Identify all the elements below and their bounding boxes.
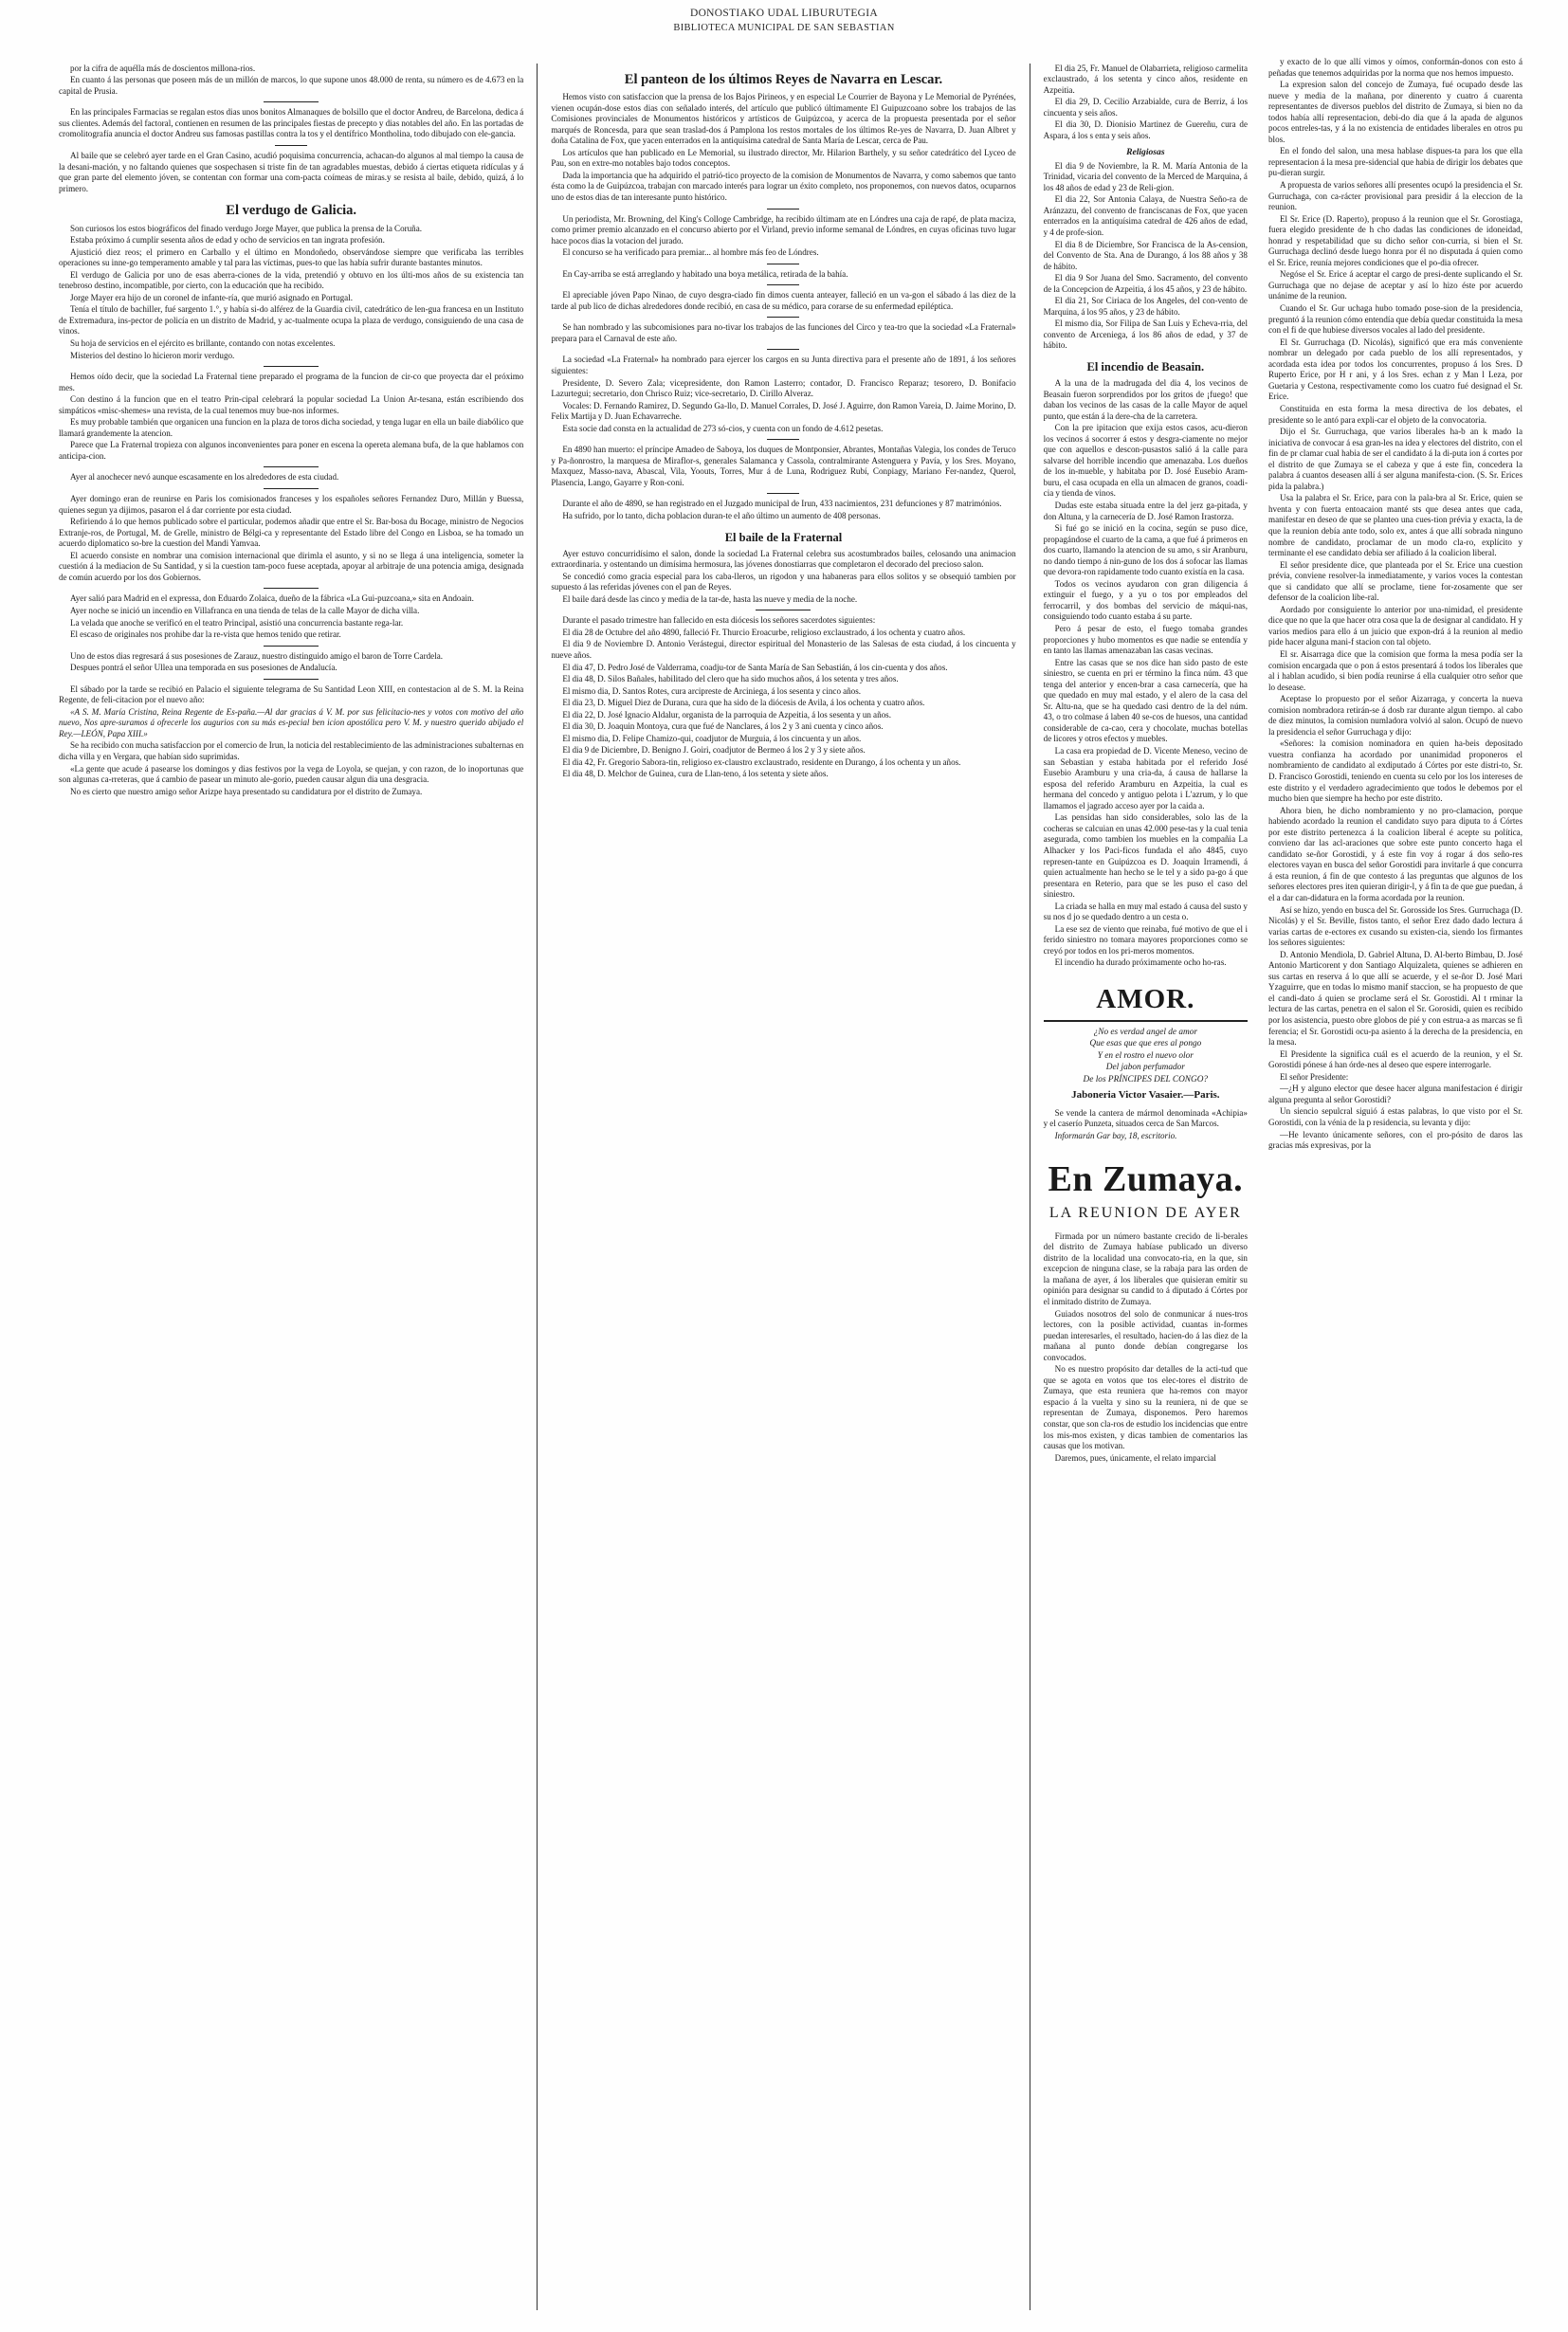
divider-rule [264,101,319,102]
paragraph: El dia 30, D. Dionisio Martinez de Guereñu, cura de Aspara, á los s enta y seis años. [1043,119,1248,140]
paragraph: Jorge Mayer era hijo de un coronel de infante-ría, que murió asignado en Portugal. [70,292,353,302]
divider-rule [264,466,319,467]
divider-rule [767,317,799,318]
paragraph: Hemos visto con satisfaccion que la prensa de los Bajos Pirineos, y en especial Le Courrier de Bayona y Le Memorial de Pyrénées, vienen ocupán-dose estos dias con señalado interés, del artículo que publicó últimamente El Guipuzcoano sobre los trabajos de las Comisiones provinciales de Monumentos históricos y artísticos de Guipúzcoa, y acerca de la propuesta presentada por el señor marqués de Roncesda, para que sean traslad-dos á Pamplona los restos mortales de los últimos Re-yes de Navarra, D. Juan Albret y doña Catalina de Fox, que yacen enterrados en la antiquísima catedral de Santa María de Lescar, cerca de Pau. [551,92,1016,146]
paragraph: Dijo el Sr. Gurruchaga, que varios liberales ha-b an k mado la iniciativa de convocar á esa gran-les na idea y electores del distrito, con el fin de pr clamar cual habia de ser el candidato á la di-puta ion á cortes por el distrito de que Zumaya se el cabeza y que á este fin, concedera la palabra á cuantos deseasen allí á ser alguna manifesta-cion. (S. Sr. Erices pida la palabra.) [1268,427,1522,491]
paragraph: Daremos, pues, únicamente, el relato imparcial [1054,1452,1216,1463]
paragraph: Esta socie dad consta en la actualidad de 273 só-cios, y cuenta con un fondo de 4.612 pesetas. [562,423,884,433]
paragraph: El dia 42, Fr. Gregorio Sabora-tin, religioso ex-claustro exclaustrado, residente en Durango, á los ochenta y un años. [562,756,961,767]
paragraph: El dia 21, Sor Ciriaca de los Angeles, del con-vento de Marquina, á los 95 años, y 23 de hábito. [1043,296,1248,317]
paragraph: La casa era propiedad de D. Vicente Meneso, vecino de san Sebastian y estaba habitada por el referido José Eusebio Aramburu y una cria-da, á causa de hallarse la esposa del referido Aramburu en Azpeitia, la cual es hermana del concedo y antiguo pelota i L'azrum, y lo que llamamos el jagrado acceso ayer por la caida a. [1043,746,1248,811]
paragraph: El concurso se ha verificado para premiar... al hombre más feo de Lóndres. [562,247,819,258]
divider-rule [264,646,319,647]
paragraph: El mismo dia, Sor Filipa de San Luis y Echeva-rria, del convento de Arceniega, á los 86 años de edad, y 37 de hábito. [1043,319,1248,351]
amor-ad-verse-2: Que esas que que eres al pongo [1089,1039,1202,1049]
paragraph: Guiados nosotros del solo de conmunicar á nues-tros lectores, con la posible actividad, cuantas in-formes puedan interesarles, el resultado, hacien-do á las diez de la mañana al punto donde debían congregarse los convocados. [1043,1308,1248,1362]
paragraph: Negóse el Sr. Erice á aceptar el cargo de presi-dente suplicando el Sr. Gurruchaga que no dejase de aceptar y así lo hizo éste por acuerdo unánime de la reunion. [1268,269,1522,301]
paragraph: Misterios del destino lo hicieron morir verdugo. [70,350,235,360]
divider-rule [767,493,799,494]
paragraph: Entre las casas que se nos dice han sido pasto de este siniestro, se cuenta en pri er término la finca núm. 43 que tenga del anterior y encen-brar a casa carnecería, que ha que quedado en muy mal estado, y el alero de la casa del Sr. Altu-na, que se ha quedado casi dentro de la del núm. 43, o tro colmase á laben 40 se-cos de huesos, una cantidad considerable de ca-cao, cera y chocolate, muchas botellas de licores y otros efectos y muebles. [1043,657,1248,744]
paragraph: El dia 9 de Noviembre D. Antonio Verástegui, director espiritual del Monasterio de las Salesas de esta ciudad, á los cincuenta y nueve años. [551,639,1016,660]
paragraph: Firmada por un número bastante crecido de li-berales del distrito de Zumaya habíase publicado un diverso distrito de la localidad una convocato-ria, en la que, sin excepcion de ninguna clase, se la rabaja para las orden de la mañana de ayer, á los liberales que quisieran emitir su opinión para designar su candid to á diputado á Córtes por el inmitado distrito de Zumaya. [1043,1230,1248,1306]
paragraph: El dia 48, D. Melchor de Guinea, cura de Llan-teno, á los setenta y siete años. [562,769,829,779]
paragraph: Ayer noche se inició un incendio en Villafranca en una tienda de telas de la calle Mayor de dicha villa. [70,605,420,615]
section-heading: El baile de la Fraternal [724,530,843,544]
paragraph: «La gente que acude á pasearse los domingos y dias festivos por la vega de Loyola, se quejan, y con razon, de lo inoportunas que son algunas ca-rreteras, que á cambio de pasear un minuto ale-gorio, pueden causar algun dia una desgracia. [59,763,524,785]
amor-ad-verse-5: De los PRÍNCIPES DEL CONGO? [1083,1074,1209,1084]
paragraph: En las principales Farmacias se regalan estos dias unos bonitos Almanaques de bolsillo que el doctor Andreu, de Barcelona, dedica á sus clientes. Además del factoral, contienen en resumen de las principales fiestas de precepto y dias notables del año. En las portadas de cromolitografía anuncia el doctor Andreu sus famosas pastillas contra la tos y el dentífrico Montholina, todo dibujado con ele-gancia. [59,107,524,139]
paragraph: Así se hizo, yendo en busca del Sr. Gorosside los Sres. Gurruchaga (D. Nicolás) y el Sr. Beville, fistos tanto, el señor Erez dado dado lectura á varias cartas de e-ectores ex cusando su existen-cia, siendo los firmantes los señores siguientes: [1268,904,1522,948]
amor-ad-brand: Jaboneria Victor Vasaier.—Paris. [1071,1088,1220,1101]
paragraph: «A S. M. María Cristina, Reina Regente de Es-paña.—Al dar gracias á V. M. por sus felicitacio-nes y votos con motivo del año nuevo, Nos apre-suramos á ofrecerle los augurios con su más es-pecial ben icion apostólica pero V. M. y nuestro querido abijado el Rey.—LEÓN, Papa XIII.» [59,706,524,738]
paragraph: Aceptase lo propuesto por el señor Aizarraga, y concerta la nueva comision nombradora retirán-se á dosb rar durante algun tiempo. al cabo de diez minutos, la comision numladora volvió al salon. Ocupó de nuevo la presidencia el señor Gurruchaga y dijo: [1268,694,1522,737]
paragraph: Un siencio sepulcral siguió á estas palabras, lo que visto por el Sr. Gorostidi, con la vénia de la p residencia, su levanta y dijo: [1268,1106,1522,1127]
paragraph: Ayer al anochecer nevó aunque escasamente en los alrededores de esta ciudad. [70,472,339,483]
paragraph: Hemos oído decir, que la sociedad La Fraternal tiene preparado el programa de la funcion de cir-co que proyecta dar el próximo mes. [59,372,524,392]
paragraph: El dia 22, Sor Antonia Calaya, de Nuestra Seño-ra de Aránzazu, del convento de franciscanas de Fox, que yacen enterrados en la antiquísima catedral de 426 años de edad, y 4 de profe-sion. [1043,194,1248,237]
section-heading: El panteon de los últimos Reyes de Navarra en Lescar. [624,71,943,87]
paragraph: Vocales: D. Fernando Ramirez, D. Segundo Ga-llo, D. Manuel Corrales, D. José J. Aguirre, don Ramon Vareia, D. Jaime Morino, D. Felix Martija y D. Juan Echavarreche. [551,400,1016,422]
column-1 [46,64,538,2310]
paragraph: La criada se halla en muy mal estado á causa del susto y su nos d jo se quedado dentro a un cesta o. [1043,901,1248,922]
paragraph: Dada la importancia que ha adquirido el patrió-tico proyecto de la comision de Monumentos de Navarra, y como sabemos que tanto ésta como la de Guipúzcoa, trabajan con marcado interés para lograr un éxito completo, nos proponemos, con nuevos datos, ocuparnos uno de estos dias de tan interesante punto histórico. [551,170,1016,202]
paragraph: Con destino á la funcion que en el teatro Prin-cipal celebrará la popular sociedad La Union Ar-tesana, están escribiendo dos simpáticos «misc-shemes» una revista, de la cual tenemos muy bue-nos informes. [59,394,524,415]
divider-rule [264,366,319,367]
divider-rule [264,588,319,589]
paragraph: El dia 47, D. Pedro José de Valderrama, coadju-tor de Santa María de San Sebastián, á los cin-cuenta y dos años. [562,662,948,672]
paragraph: «Señores: la comision nominadora en quien ha-beis depositado vuestra confianza ha acordado por unanimidad proponeros el nombramiento de candidato al exdiputado á Córtes por este distri-to, Sr. D. Francisco Gorostidi, teniendo en cuenta su celo por los los intereses de este distrito y el verdadero agradecimiento que todos le debemos por el mucho bien que siempre ha hecho por este distrito. [1268,738,1522,804]
divider-rule [275,145,307,146]
paragraph: El dia 22, D. José Ignacio Aldalur, organista de la parroquia de Azpeitia, á los sesenta y un años. [562,709,891,720]
paragraph: El dia 9 de Diciembre, D. Benigno J. Goiri, coadjutor de Bermeo á los 2 y 3 y siete años. [562,745,866,756]
paragraph: El dia 25, Fr. Manuel de Olabarrieta, religioso carmelita exclaustrado, á los setenta y cinco años, residente en Azpeitia. [1043,63,1248,95]
paragraph: El apreciable jóven Papo Ninao, de cuyo desgra-ciado fin dimos cuenta anteayer, falleció en un va-gon el sábado á las diez de la tarde al pub lico de dichas alrededores donde recibió, en casa de su médico, para corarse de su enfermedad epiléptica. [551,290,1016,311]
paragraph: por la cifra de aquélla más de doscientos millona-rios. [70,63,256,73]
divider-rule [264,488,319,489]
paragraph: El dia 8 de Diciembre, Sor Francisca de la As-cension, del Convento de Sta. Ana de Durango, á los 88 años y 38 de hábito. [1043,239,1248,271]
scan-header-line1: DONOSTIAKO UDAL LIBURUTEGIA [689,8,879,19]
paragraph: Son curiosos los estos biográficos del finado verdugo Jorge Mayer, que publica la prensa de la Coruña. [70,223,423,233]
amor-ad-body: Se vende la cantera de mármol denominada «Achipia» y el caserío Punzeta, situados cerca de San Marcos. [1043,1107,1248,1129]
paragraph: Refiriendo á lo que hemos publicado sobre el particular, podemos añadir que entre el Sr. Bar-bosa du Bocage, ministro de Negocios Extranje-ros, de Portugal, M. de Grelle, ministro de Bélgi-ca y representante del Estado libre del Congo en Lisboa, se ha tomado un acuerdo diplomatico so-bre la cuestion del Mandi Yamvaa. [59,517,524,549]
paragraph: Las pensidas han sido considerables, solo las de la cocheras se calcuian en unas 42.000 pese-tas y la cual tenia asegurada, como tambien los muebles en la compañia La Alhacker y los Paci-ficos fundada el año 4845, cuyo represen-tante en Guipúzcoa es D. Joaquin Irramendi, á quien actualmente han hecho se le tel y a sido pa-go á que presentara en Reterio, para que se les puso el caso del siniestro. [1043,812,1248,900]
divider-rule [767,284,799,285]
paragraph: Constituida en esta forma la mesa directiva de los debates, el presidente so le antó para expli-car el objeto de la convocatoria. [1268,403,1522,425]
paragraph: El mismo dia, D. Santos Rotes, cura arcipreste de Arciniega, á los sesenta y cinco años. [562,685,862,696]
paragraph: En Cay-arriba se está arreglando y habitado una boya metálica, retirada de la bahía. [562,268,848,279]
paragraph: El Presidente la significa cuál es el acuerdo de la reunion, y el Sr. Gorostidi pónese á han órde-nes al deseo que espere interrogarle. [1268,1048,1522,1070]
paragraph: Uno de estos dias regresará á sus posesiones de Zarauz, nuestro distinguido amigo el baron de Torre Cardela. [70,650,444,661]
paragraph: En cuanto á las personas que poseen más de un millón de marcos, lo que supone unos 48.000 de renta, su número es de 4.673 en la capital de Prusia. [59,75,524,96]
paragraph: Con la pre ipitacion que exija estos casos, acu-dieron los vecinos á socorrer á estos y desgra-ciamente no mejor que con aquellos e descon-pusastos salió á la calle para salvarse del horrible incendio que amenazaba. Los dueños de los in-mueble, y habitaba por D. José Eusebio Aram-buru, el casa ocupada en ella un almacen de granos, coadi-cia y tienda de vinos. [1043,423,1248,499]
ad-rule [1044,1020,1248,1022]
paragraph: El dia 48, D. Silos Bañales, habilitado del clero que ha sido muchos años, á los setenta y tres años. [562,674,899,684]
paragraph: Se concedió como gracia especial para los caba-lleros, un rigodon y una habaneras para ellos solitos y se obsequió tambien por supuesto á las referidas jóvenes con el pan de Reyes. [551,571,1016,592]
paragraph: El señor presidente dice, que planteada por el Sr. Erice una cuestion prévia, conviene resolver-la inmediatamente, y varios voces la contestan que si candidato que allí se proclame, tiene for-zosamente que ser defensor de la coalicion libe-ral. [1268,559,1522,603]
paragraph: Tenía el título de bachiller, fué sargento 1.°, y había si-do alférez de la Guardia civil, catedrático de len-gua francesa en un Instituto de Extremadura, ins-pector de policía en un distrito de Madrid, y ac-tualmente ocupa la plaza de verdugo, consiguiendo de una casa de vinos. [59,304,524,337]
paragraph: La sociedad «La Fraternal» ha nombrado para ejercer los cargos en su Junta directiva para el presente año de 1891, á los señores siguientes: [551,355,1016,376]
paragraph: El mismo dia, D. Felipe Chamizo-qui, coadjutor de Murguia, á los cincuenta y un años. [562,733,862,743]
section-heading: El verdugo de Galicia. [226,203,357,219]
scan-header-line2: BIBLIOTECA MUNICIPAL DE SAN SEBASTIAN [673,22,895,33]
paragraph: Despues pontrá el señor Ullea una temporada en sus posesiones de Andalucía. [70,663,337,673]
paragraph: En el fondo del salon, una mesa hablase dispues-ta para los que ella representacion á la mesa pre-sidencial que habia de dirigir los debates que pu-dieran surgir. [1268,146,1522,178]
paragraph: Ayer salió para Madrid en el expressa, don Eduardo Zolaica, dueño de la fábrica «La Gui-puzcoana,» sita en Andoain. [70,593,474,604]
paragraph: El Sr. Erice (D. Raperto), propuso á la reunion que el Sr. Gorostiaga, fuera elegido presidente de h cho dadas las condiciones de idoneidad, honrad y respetabilidad que su dicho señor con-curria, si bien el Sr. Gurruchaga declinó desde luego honra por él no disputada á quien como el Sr. Erice, reunía mejores condiciones que el po-dia ofrecer. [1268,213,1522,267]
paragraph: El dia 9 Sor Juana del Smo. Sacramento, del convento de la Concepcion de Azpeitia, á los 45 años, y 23 de hábito. [1043,273,1248,294]
amor-ad-verse-4: Del jabon perfumador [1105,1063,1185,1073]
paragraph: El sábado por la tarde se recibió en Palacio el siguiente telegrama de Su Santidad Leon XIII, en contestacion al de S. M. la Reina Regente, de feli-citacion por el nuevo año: [59,683,524,705]
paragraph: El dia 9 de Noviembre, la R. M. María Antonia de la Trinidad, vicaria del convento de la Merced de Marquina, á los 48 años de edad y 23 de Reli-gion. [1043,160,1248,192]
paragraph: El dia 29, D. Cecilio Arzabialde, cura de Berriz, á los cincuenta y seis años. [1043,97,1248,118]
paragraph: A propuesta de varios señores allí presentes ocupó la presidencia el Sr. Gurruchaga, con ca-rácter provisional para presidir á la eleccion de la reunion. [1268,180,1522,212]
paragraph: D. Antonio Mendiola, D. Gabriel Altuna, D. Al-berto Bimbau, D. José Antonio Marticorent y don Santiago Alquizaleta, quienes se adhieren en sus cartas en reserva á lo que allí se acuerde, y el se-ñor D. José Mari Yzaguirre, que en todas lo mismo manif staccion, se ha propuesto de que el candi-dato á quien se proclame será el Sr. Gorostidi. Al t rminar la lectura de las cartas, penetra en el salon el Sr. Gorosidi, quien es recibido por los asistencia, puesto obre globos de pié y con estrua-a as marcas se fi ferencia; el Sr. Gorostidi ocu-pa asiento á la derecha de la presidencia, en la mesa. [1268,949,1522,1048]
paragraph: A la una de la madrugada del dia 4, los vecinos de Beasain fueron sorprendidos por los gritos de ¡fuego! que daban los vecinos de las casas de la calle Mayor de aquel punto, que están á la dere-cha de la carretera. [1043,377,1248,421]
paragraph: Ayer domingo eran de reunirse en Paris los comisionados franceses y los españoles señores Fernandez Duro, Millán y Buessa, quienes segun ya dijimos, pasaron el á dar corriente por esta ciudad. [59,494,524,515]
paragraph: El Sr. Gurruchaga (D. Nicolás), significó que era más conveniente nombrar un delegado por cada pueblo de los allí representados, y acordada esta idea por todos los concurrentes, propuso á los Sres. D Ruperto Erice, por H r ani, y á los Sres. echan z y Man l Leza, por Guetaria y Cestona, respectivamente como los cuatro fué designad el Sr. Erice. [1268,337,1522,402]
subsection-heading: Religiosas [1126,146,1165,157]
paragraph: Todos os vecinos ayudaron con gran diligencia á extinguir el fuego, y a yu o tos por empleados del ferrocarril, y dos bombas del servicio de máqui-nas, consiguiendo todo cuanto estaba á su parte. [1043,578,1248,622]
paragraph: Al baile que se celebró ayer tarde en el Gran Casino, acudió poquisima concurrencia, achacan-do algunos al mal tiempo la causa de la desani-mación, y no faltando quienes que sospechasen si triste fin de tan agradables muestas, debido á ciertas etiqueta ridículas y á que gran parte del elemento jóven, se contentan con formar una com-pacta coímeas de miras.y se resista al baile, debido, quizá, á lo primero. [59,150,524,193]
paragraph: No es cierto que nuestro amigo señor Arizpe haya presentado su candidatura por el distrito de Zumaya. [70,786,423,796]
paragraph: Su hoja de servicios en el ejército es brillante, contando con notas excelentes. [70,338,336,349]
paragraph: La ese sez de viento que reinaba, fué motivo de que el i ferido siniestro no tomara mayores proporciones como se creyó por todos en los pri-meros momentos. [1043,923,1248,956]
amor-ad-title: AMOR. [1096,983,1195,1014]
paragraph: El baile dará desde las cinco y media de la tar-de, hasta las nueve y media de la noche. [562,593,858,604]
paragraph: Se han nombrado y las subcomisiones para no-tivar los trabajos de las funciones del Circo y tea-tro que la sociedad «La Fraternal» prepara para el Carnaval de este año. [551,322,1016,343]
paragraph: En 4890 han muerto: el príncipe Amadeo de Saboya, los duques de Montponsier, Abrantes, Montañas Valegia, los condes de Teruco y Pa-ñonrostro, la marquesa de Miraflor-s, generales Salamanca y Cassola, contralmirante Astenguera y Pavía, y los Sres. Moyano, Maxquez, Masso-nava, Abascal, Vila, Yoouts, Torres, Mur á de Luna, Rodriguez Rubí, Conpiagy, Mariano Fer-nandez, Querol, Plasencia, Lango, Gayarre y Ron-coni. [551,445,1016,487]
divider-rule [767,439,799,440]
amor-ad-verse-1: ¿No es verdad angel de amor [1093,1027,1198,1037]
paragraph: Se ha recibido con mucha satisfaccion por el comercio de Irun, la noticia del restablecimiento de las administraciones subalternas en dicha villa y en Vergara, que habían sido suprimidas. [59,740,524,761]
paragraph: Si fué go se inició en la cocina, según se puso dice, propagándose el cuarto de la cama, a que fué á primeros en dos cuarto, llamando la atencion de su amo, s sir Aranburu, no dando tiempo á nin-guno de los dos á sofocar las llamas que devora-ron rapidamente todo cuanto existía en la casa. [1043,523,1248,577]
amor-ad-verse-3: Y en el rostro el nuevo olor [1097,1050,1194,1061]
paragraph: Durante el año de 4890, se han registrado en el Juzgado municipal de Irun, 433 nacimientos, 231 defunciones y 87 matrimónios. [562,499,1002,509]
paragraph: El acuerdo consiste en nombrar una comision internacional que dirimla el asunto, y si no se llega á una inteligencia, someter la cuestión á la mediacion de Su Santidad, y si la cuestion tam-poco fuese aceptada, apoyar al arbitraje de una potencia amiga, designada de común acuerdo por los dos Gobiernos. [59,550,524,582]
column-2 [538,64,1030,2310]
paragraph: Es muy probable también que organicen una funcion en la plaza de toros dicha sociedad, y tenga lugar en ella un baile diabólico que llamará grandemente la atencion. [59,417,524,438]
paragraph: Dudas este estaba situada entre la del jerz ga-pitada, y don Altuna, y la carnecería de D. José Ramon Irastorza. [1043,501,1248,521]
divider-rule [264,679,319,680]
divider-rule [767,209,799,210]
paragraph: El escaso de originales nos prohibe dar la re-vista que hemos tenido que retirar. [70,629,341,640]
paragraph: Los artículos que han publicado en Le Memorial, su ilustrado director, Mr. Hilarion Barthely, y su señor catedrático del Lyceo de Pau, son en extre-mo notables bajo todos conceptos. [551,147,1016,169]
divider-rule [767,349,799,350]
paragraph: Aordado por consiguiente lo anterior por una-nimidad, el presidente dice que no que la que hacer otra cosa que la de designar al candidato. H y varios medios para ello á un juicio que expon-drá á la reunion al medio pide hacer alguna mani-f stacion con tal objeto. [1268,604,1522,647]
paragraph: Ayer estuvo concurridísimo el salon, donde la sociedad La Fraternal celebra sus acostumbrados bailes, celosando una animacion extraordinaria. y ostentando un dimísima hermosura, las jóvenes donostiarras que completaron el decorado del precioso salon. [551,548,1016,570]
paragraph: La velada que anoche se verificó en el teatro Principal, asistió una concurrencia bastante rega-lar. [70,617,404,628]
paragraph: y exacto de lo que allí vimos y oímos, conformán-donos con esto á peñadas que tenemos adquiridas por la norma que nos hemos impuesto. [1268,57,1522,78]
amor-ad-contact: Informarán Gar bay, 18, escritorio. [1054,1130,1177,1140]
paragraph: El dia 23, D. Miguel Diez de Durana, cura que ha sido de la diócesis de Avila, á los ochenta y cuatro años. [562,698,925,708]
paragraph: Ajustició diez reos; el primero en Carballo y el último en Mondoñedo, observándose siempre que verificaba las terribles operaciones su inne-go temperamento amable y tal para las víctimas, pues-to que las había sufrir durante bastantes minutos. [59,246,524,268]
amor-advertisement[interactable] [1044,982,1248,1102]
paragraph: Estaba próximo á cumplir sesenta años de edad y ocho de servicios en tan ingrata profesión. [70,235,385,246]
paragraph: El dia 28 de Octubre del año 4890, falleció Fr. Thurcio Eroacurbe, religioso exclaustrado, á los ochenta y cuatro años. [562,627,966,637]
paragraph: Ha sufrido, por lo tanto, dicha poblacion duran-te el año último un aumento de 408 personas. [562,511,881,521]
paragraph: El sr. Aisarraga dice que la comision que forma la mesa podía ser la comision encargada que o pon á estos presentará á todos los liberales que al i hablan acudido, si bien podía reunirse á ella cualquier otro señor que lo desease. [1268,648,1522,692]
paragraph: Durante el pasado trimestre han fallecido en esta diócesis los señores sacerdotes siguientes: [562,615,876,626]
paragraph: El verdugo de Galicia por uno de esas aberra-ciones de la vida, pretendió y obtuvo en los últi-mos años de su existencia tan tenebroso destino, incompatible, por cierto, con la educación que ha recibido. [59,269,524,291]
paragraph: Cuando el Sr. Gur uchaga hubo tomado pose-sion de la presidencia, preguntó á la reunion cómo entendía que debía quedar constituida la mesa con el fi de que hubiese diversos vocales al lado del presidente. [1268,303,1522,336]
paragraph: Un periodista, Mr. Browning, del King's Colloge Cambridge, ha recibido últimam ate en Lóndres una caja de rapé, de plata maciza, como primer premio alcanzado en el concurso abierto por el Virland, previo informe semanal de Lóndres, en cuyas oficinas tuvo lugar hace pocos dias la votacion del jurado. [551,213,1016,246]
paragraph: Pero á pesar de esto, el fuego tomaba grandes proporciones y hubo momentos es que nadie se entendía y en tanto las llamas amenazaban las casas vecinas. [1043,624,1248,656]
paragraph: —He levanto únicamente señores, con el pro-pósito de daros las gracias más expresivas, por la [1268,1129,1522,1151]
paragraph: Ahora bien, he dicho nombramiento y no pro-clamacion, porque habiendo acordado la reunion el candidato suyo para diputa to á Córtes por este distrito pertenezca á la coalicion liberal é acepte su política, convieno dar las acl-araciones que sobre este punto concerto haga el candidato se-ñor Gorostidi, y á este fin voy á rogar á dos seño-res electores vayan en busca del señor Gorostidi para invitarle á que concurra á esta reunion, á fin de que contesto á las preguntas que algunos de los señores electores pres iten quieran dirigir-l, y á fin ta de que gue puedan, á el a dar can-didatura en la forma acordada por la reunion. [1268,805,1522,903]
paragraph: Parece que La Fraternal tropieza con algunos inconvenientes para poner en escena la opereta alemana bufa, de la que hablamos con anticipa-cion. [59,440,524,461]
paragraph: El señor Presidente: [1280,1071,1349,1082]
paragraph: Presidente, D. Severo Zala; vicepresidente, don Ramon Lasterro; contador, D. Francisco Reparaz; tesorero, D. Bonifacio Lazurtegui; secretario, don Chrisco Ruiz; vice-secretario, D. Cirillo Alveraz. [551,377,1016,399]
paragraph: El dia 30, D. Joaquin Montoya, cura que fué de Nanclares, á los 2 y 3 ani cuenta y cinco años. [562,721,884,732]
paragraph: Usa la palabra el Sr. Erice, para con la pala-bra al Sr. Erice, quien se hventa y con fuerta entoacaion manté sts que desea antes que cada, manifestar en deseo de que se planteo una cues-tion prévia y exacta, la de que la reunion debía ante todo, solo ex, antes á que allí sobrada ninguno nombre de candidato, proclamar de un modo cla-ro, explícito y terminante el ese candidato debia ser afiliado á la coalicion liberal. [1268,493,1522,558]
column-4 [1268,57,1522,1153]
paragraph: No es nuestro propósito dar detalles de la acti-tud que que se agota en votos que tos elec-tores el distrito de Zumaya, que esta reuniera que ha-remos con mayor espacio á la vuelta y sino su la reuniera, ni de que se representan de Zumaya, disponemos. Pero haremos constar, que son cla-ros de estudio los incidencias que entre los mis-mos existen, y dicas tambien de comentarios las causas que los motivan. [1043,1364,1248,1451]
section-heading: El incendio de Beasain. [1086,359,1205,373]
scan-header [0,0,1568,35]
paragraph: —¿H y alguno elector que desee hacer alguna manifestacion é dirigir alguna pregunta al señor Gorostidi? [1268,1084,1522,1104]
zumaya-ad-title: En Zumaya. [1048,1159,1244,1200]
paragraph: La expresion salon del concejo de Zumaya, fué ocupado desde las nueve y media de la mañana, por dinerento y cuatro á cuarenta representantes de diversos pueblos del distrito de Zumaya, si bien no da todos había allí representacion, debi-do dia que á la apada de algunos pocos entreles-tas, y á la no existencia de entidades liberales en otros pu blos. [1268,80,1522,144]
zumaya-ad-subtitle: LA REUNION DE AYER [1048,1205,1242,1222]
paragraph: El incendio ha durado próximamente ocho ho-ras. [1054,957,1227,968]
